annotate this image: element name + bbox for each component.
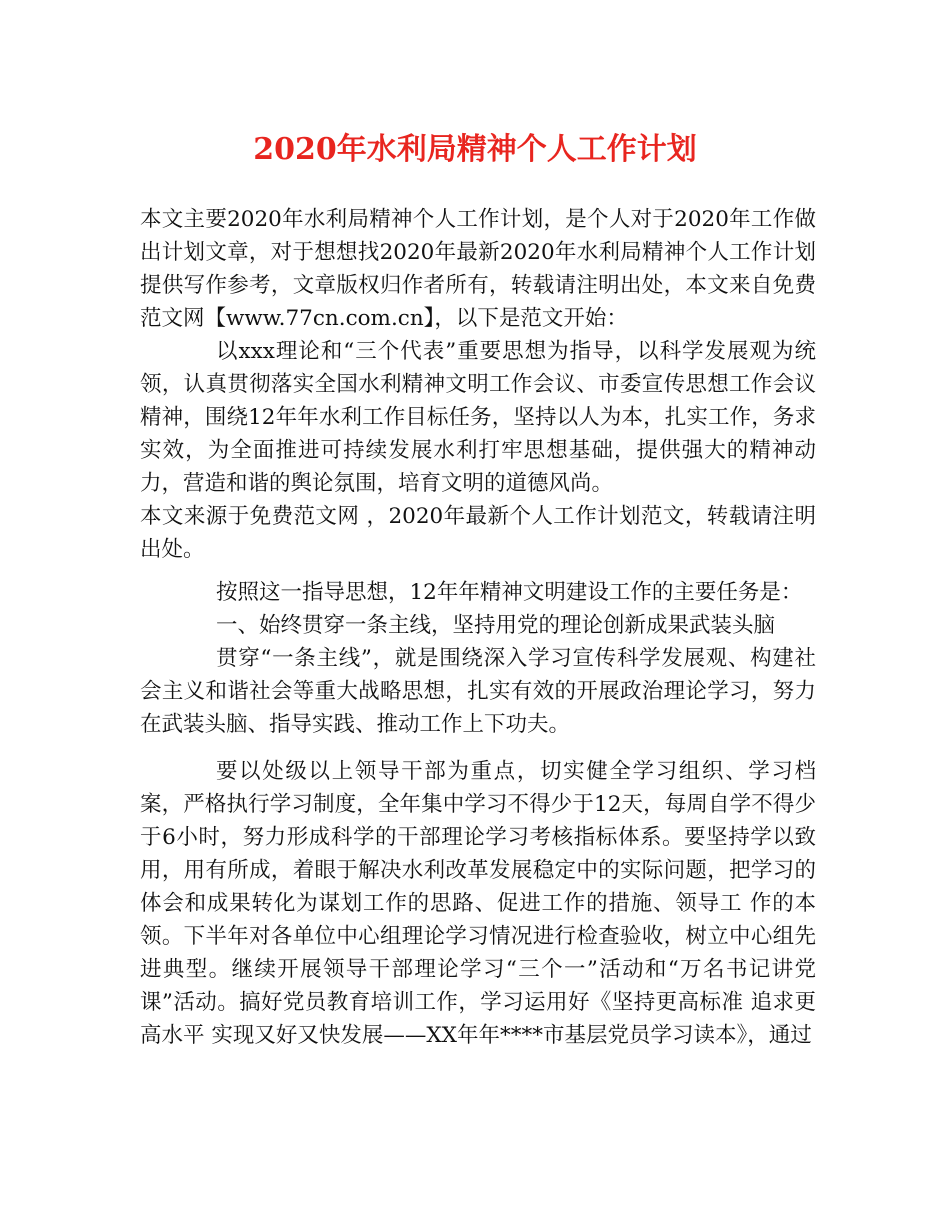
main-line-paragraph: 贯穿“一条主线”，就是围绕深入学习宣传科学发展观、构建社会主义和谐社会等重大战略思想，扎实有效的开展政治理论学习，努力在武装头脑、指导实践、推动工作上下功夫。 (140, 646, 816, 737)
study-requirements-paragraph: 要以处级以上领导干部为重点，切实健全学习组织、学习档案，严格执行学习制度，全年集中学习不得少于12天，每周自学不得少于6小时，努力形成科学的干部理论学习考核指标体系。要坚持学以致用，用有所成，着眼于解决水利改革发展稳定中的实际问题，把学习的体会和成果转化为谋划工作的思路、促进工作的措施、领导工 作的本领。下半年对各单位中心组理论学习情况进行检查验收，树立中心组先进典型。继续开展领导干部理论学习“三个一”活动和“万名书记讲党课”活动。搞好党员教育培训工作，学习运用好《坚持更高标准 追求更高水平 实现又好又快发展——XX年年****市基层党员学习读本》，通过 (140, 759, 816, 1048)
guiding-thought-paragraph: 以xxx理论和“三个代表”重要思想为指导，以科学发展观为统领，认真贯彻落实全国水利精神文明工作会议、市委宣传思想工作会议精神，围绕12年年水利工作目标任务，坚持以人为本，扎实工作，务求实效，为全面推进可持续发展水利打牢思想基础，提供强大的精神动力，营造和谐的舆论氛围，培育文明的道德风尚。 (140, 339, 816, 496)
document-title: 2020年水利局精神个人工作计划 (253, 132, 697, 167)
main-tasks-paragraph: 按照这一指导思想，12年年精神文明建设工作的主要任务是： (216, 580, 803, 605)
intro-paragraph: 本文主要2020年水利局精神个人工作计划，是个人对于2020年工作做出计划文章，对于想想找2020年最新2020年水利局精神个人工作计划提供写作参考，文章版权归作者所有，转载请注明出处，本文来自免费范文网【www.77cn.com.cn】，以下是范文开始： (140, 207, 816, 331)
document-body (140, 203, 816, 1052)
section-heading-one: 一、始终贯穿一条主线，坚持用党的理论创新成果武装头脑 (216, 613, 776, 638)
source-note-paragraph: 本文来源于免费范文网 ，2020年最新个人工作计划范文，转载请注明出处。 (140, 504, 816, 562)
